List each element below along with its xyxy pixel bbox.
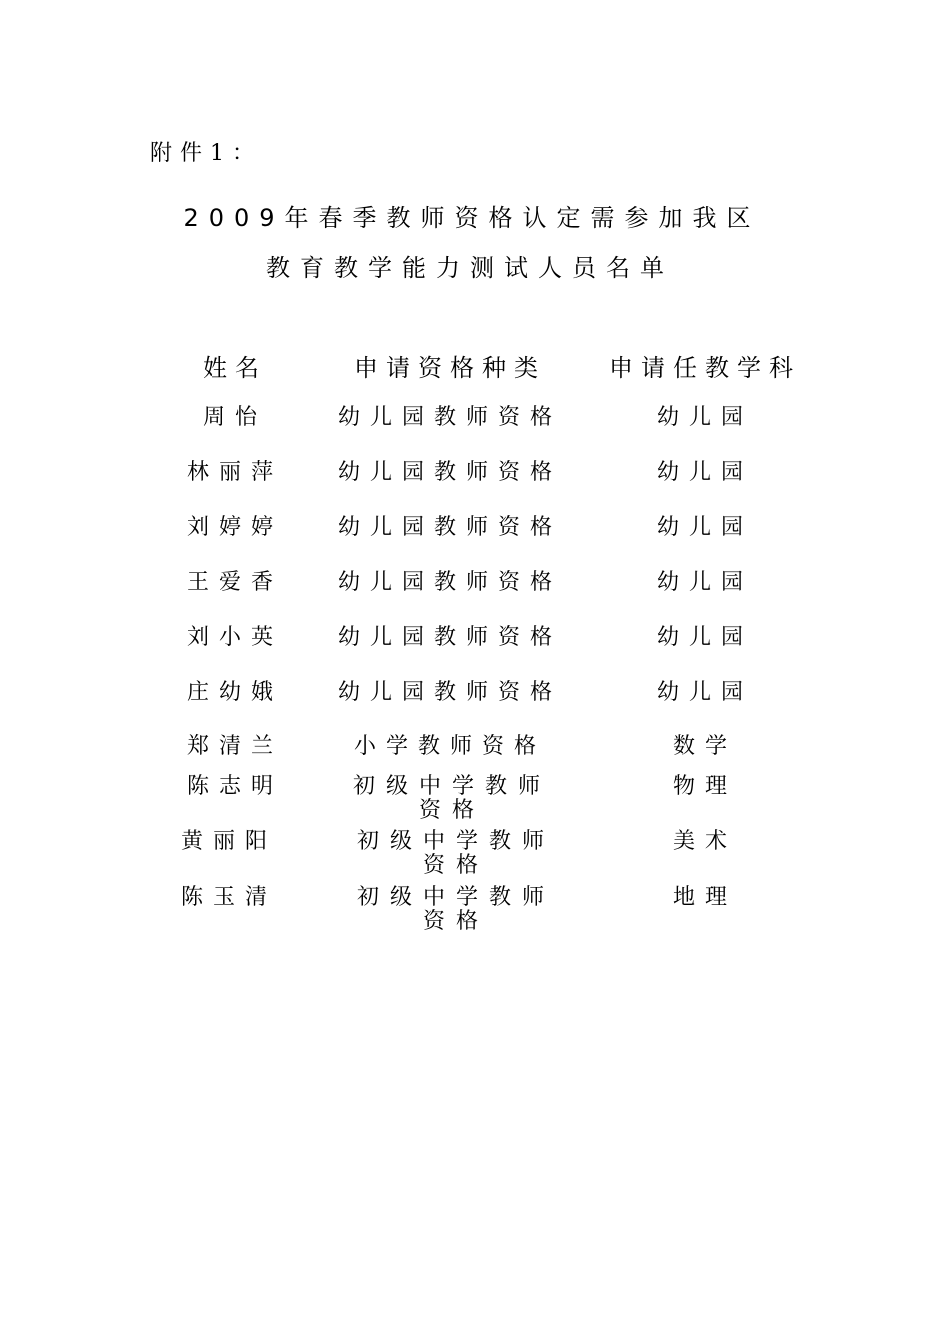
row-subject: 美术 (672, 829, 737, 854)
row-name: 刘婷婷 (186, 515, 283, 540)
row-qualification-type: 初级中学教师资格 (352, 774, 551, 823)
row-subject: 幼儿园 (656, 680, 753, 705)
row-name: 林丽萍 (186, 460, 283, 485)
row-name: 陈玉清 (180, 885, 277, 910)
row-subject: 地理 (672, 885, 737, 910)
table-row (0, 886, 950, 938)
row-name: 王爱香 (186, 570, 283, 595)
table-row (0, 406, 950, 458)
row-name: 陈志明 (186, 774, 283, 799)
row-qualification-type: 幼儿园教师资格 (337, 625, 562, 650)
table-row (0, 571, 950, 623)
table-row (0, 775, 950, 827)
row-subject: 幼儿园 (656, 570, 753, 595)
row-qualification-type: 幼儿园教师资格 (337, 570, 562, 595)
row-qualification-type: 小学教师资格 (353, 734, 546, 759)
row-name: 黄丽阳 (180, 829, 277, 854)
row-subject: 幼儿园 (656, 405, 753, 430)
table-row (0, 830, 950, 882)
row-subject: 数学 (672, 734, 737, 759)
row-subject: 幼儿园 (656, 460, 753, 485)
table-row (0, 626, 950, 678)
header-subject: 申请任教学科 (609, 354, 801, 382)
row-qualification-type: 初级中学教师资格 (356, 829, 555, 878)
row-subject: 物理 (672, 774, 737, 799)
row-name: 刘小英 (186, 625, 283, 650)
row-subject: 幼儿园 (656, 625, 753, 650)
row-name: 周怡 (202, 405, 267, 430)
title-line-1: 2009年春季教师资格认定需参加我区 (183, 204, 761, 232)
row-qualification-type: 初级中学教师资格 (356, 885, 555, 934)
row-qualification-type: 幼儿园教师资格 (337, 460, 562, 485)
attachment-label: 附件1： (150, 141, 262, 166)
title-line-2: 教育教学能力测试人员名单 (266, 254, 674, 282)
header-name: 姓名 (203, 354, 267, 382)
table-row (0, 516, 950, 568)
row-subject: 幼儿园 (656, 515, 753, 540)
row-name: 郑清兰 (186, 734, 283, 759)
table-row (0, 681, 950, 733)
table-row (0, 461, 950, 513)
row-qualification-type: 幼儿园教师资格 (337, 405, 562, 430)
row-qualification-type: 幼儿园教师资格 (337, 515, 562, 540)
row-name: 庄幼娥 (186, 680, 283, 705)
row-qualification-type: 幼儿园教师资格 (337, 680, 562, 705)
header-qualification-type: 申请资格种类 (354, 354, 546, 382)
